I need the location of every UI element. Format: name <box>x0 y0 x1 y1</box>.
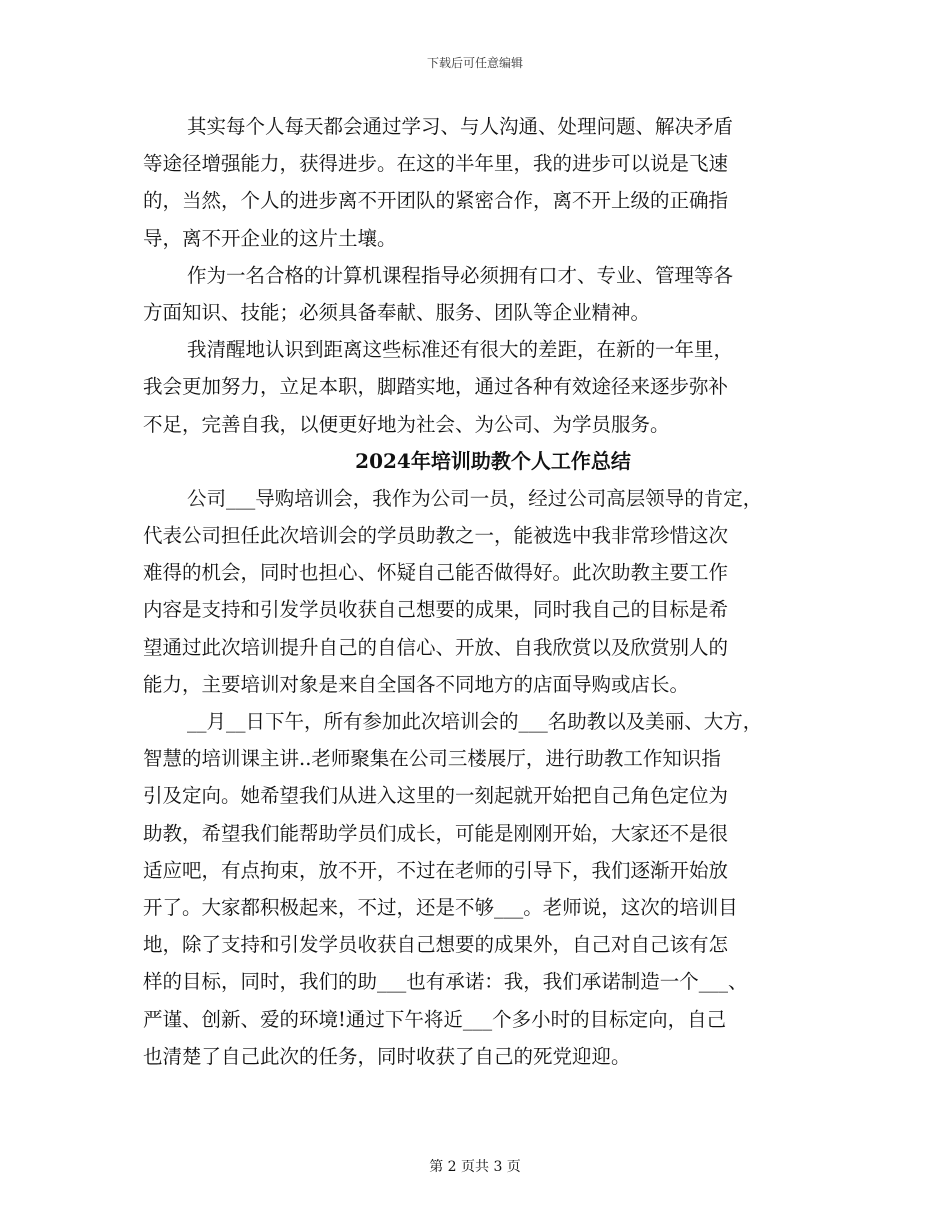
text-line: 我会更加努力，立足本职，脚踏实地，通过各种有效途径来逐步弥补 <box>143 375 729 399</box>
text-line: 望通过此次培训提升自己的自信心、开放、自我欣赏以及欣赏别人的 <box>143 635 729 659</box>
section-title: 2024年培训助教个人工作总结 <box>355 448 631 473</box>
text-line: 的，当然，个人的进步离不开团队的紧密合作，离不开上级的正确指 <box>143 189 729 213</box>
document-body <box>143 108 823 1075</box>
text-line: 不足，完善自我，以便更好地为社会、为公司、为学员服务。 <box>143 412 670 436</box>
page-footer: 第 2 页共 3 页 <box>429 1159 521 1175</box>
text-line: 内容是支持和引发学员收获自己想要的成果，同时我自己的目标是希 <box>143 598 729 622</box>
text-line: 适应吧，有点拘束，放不开，不过在老师的引导下，我们逐渐开始放 <box>143 858 729 882</box>
text-line: 其实每个人每天都会通过学习、与人沟通、处理问题、解决矛盾 <box>187 115 734 138</box>
text-line: 等途径增强能力，获得进步。在这的半年里，我的进步可以说是飞速 <box>143 152 729 176</box>
text-line: 难得的机会，同时也担心、怀疑自己能否做得好。此次助教主要工作 <box>143 561 729 585</box>
text-line: 严谨、创新、爱的环境!通过下午将近___个多小时的目标定向，自己 <box>143 1007 727 1031</box>
text-line: 我清醒地认识到距离这些标准还有很大的差距，在新的一年里， <box>187 338 734 362</box>
text-line: 代表公司担任此次培训会的学员助教之一，能被选中我非常珍惜这次 <box>143 524 729 548</box>
text-line: 能力，主要培训对象是来自全国各不同地方的店面导购或店长。 <box>143 672 690 696</box>
text-line: __月__日下午，所有参加此次培训会的___名助教以及美丽、大方， <box>187 710 763 733</box>
text-line: 导，离不开企业的这片土壤。 <box>143 226 397 250</box>
page-header: 下载后可任意编辑 <box>426 56 523 70</box>
text-line: 样的目标，同时，我们的助___也有承诺：我，我们承诺制造一个___、 <box>143 970 748 994</box>
text-line: 作为一名合格的计算机课程指导必须拥有口才、专业、管理等各 <box>187 263 734 287</box>
text-line: 引及定向。她希望我们从进入这里的一刻起就开始把自己角色定位为 <box>143 784 729 808</box>
text-line: 助教，希望我们能帮助学员们成长，可能是刚刚开始，大家还不是很 <box>143 821 729 845</box>
text-line: 方面知识、技能；必须具备奉献、服务、团队等企业精神。 <box>143 300 651 324</box>
text-line: 也清楚了自己此次的任务，同时收获了自己的死党迎迎。 <box>143 1044 631 1068</box>
text-line: 地，除了支持和引发学员收获自己想要的成果外，自己对自己该有怎 <box>143 933 729 957</box>
text-line: 智慧的培训课主讲..老师聚集在公司三楼展厅，进行助教工作知识指 <box>143 747 721 771</box>
text-line: 公司___导购培训会，我作为公司一员，经过公司高层领导的肯定， <box>187 486 763 510</box>
text-line: 开了。大家都积极起来，不过，还是不够___。老师说，这次的培训目 <box>143 895 738 919</box>
